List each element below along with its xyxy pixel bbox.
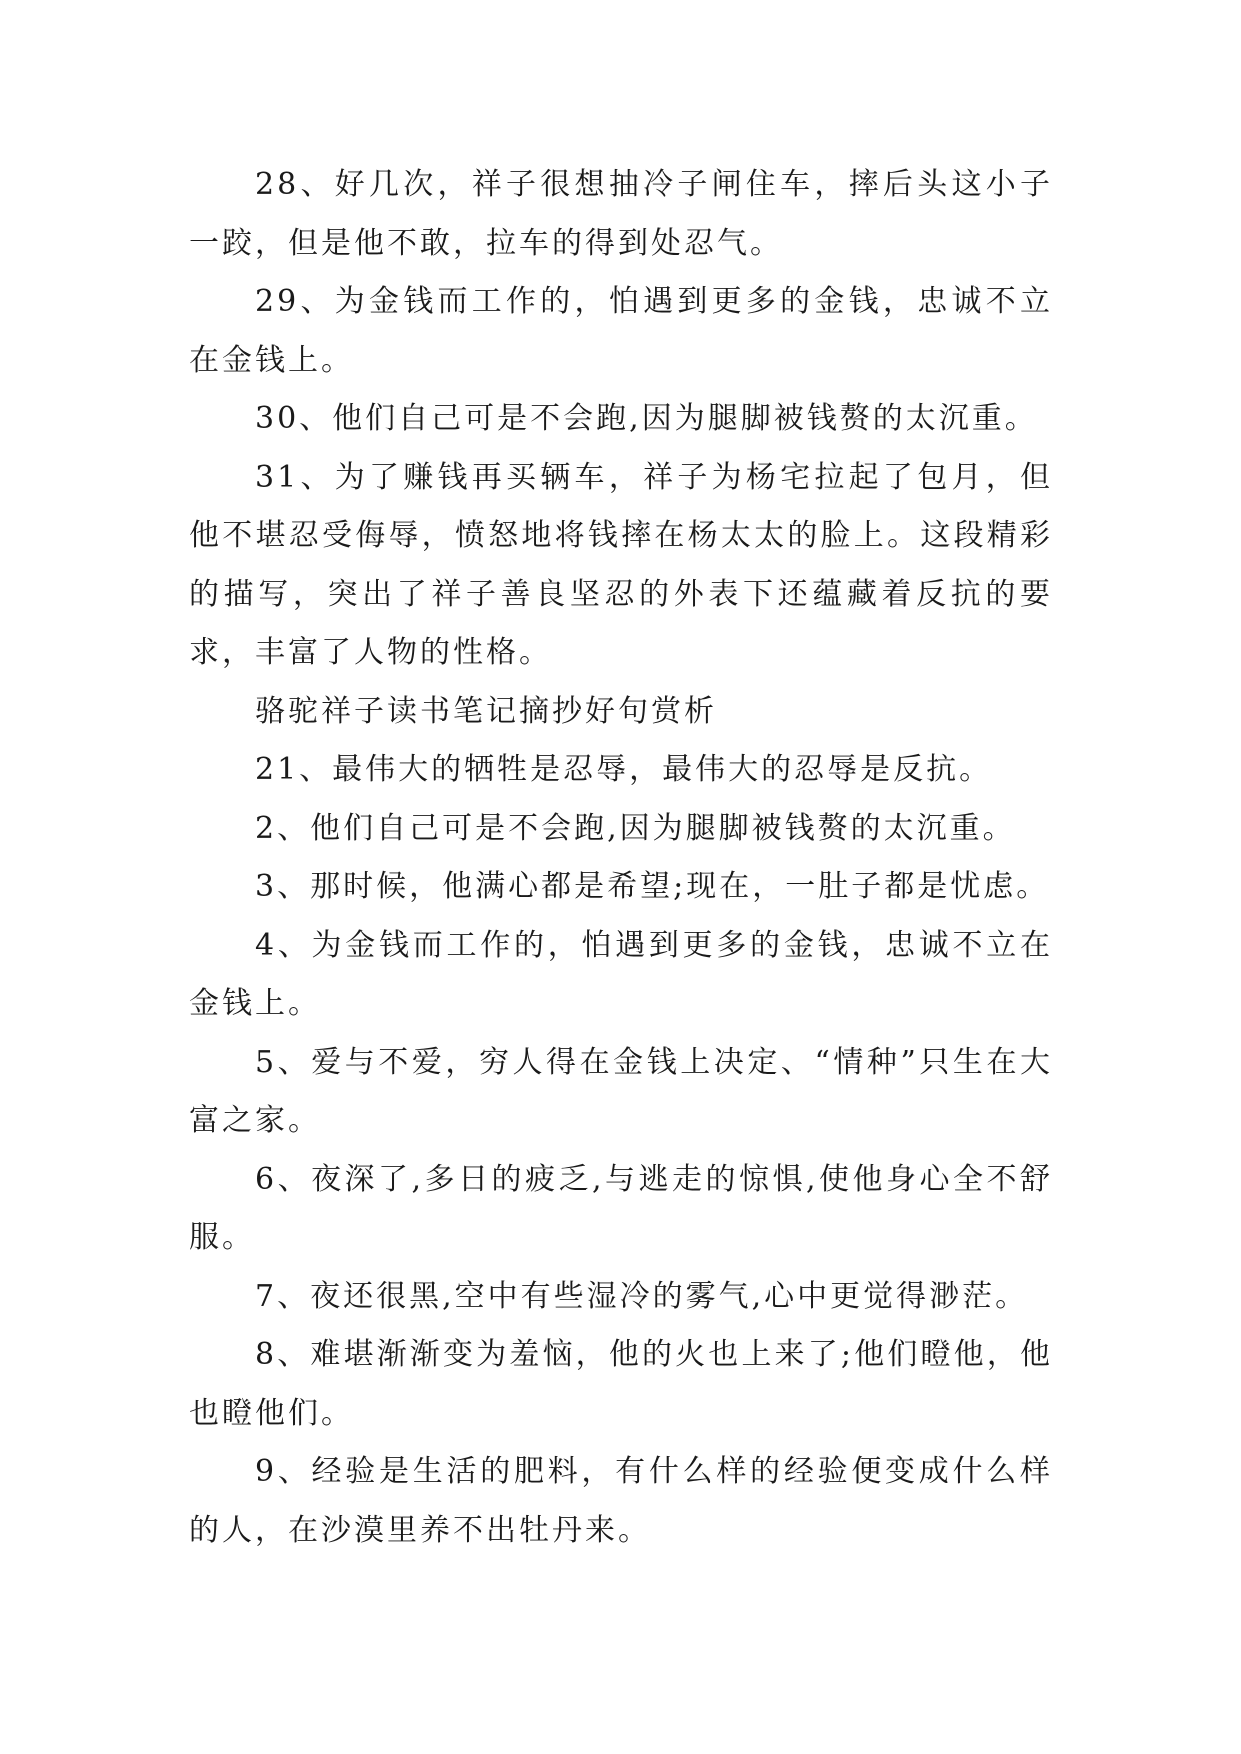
paragraph-5: 5、爱与不爱，穷人得在金钱上决定、“情种”只生在大富之家。 — [189, 1044, 1053, 1138]
paragraph-21: 21、最伟大的牺牲是忍辱，最伟大的忍辱是反抗。 — [255, 752, 993, 787]
paragraph-4: 4、为金钱而工作的，怕遇到更多的金钱，忠诚不立在金钱上。 — [189, 927, 1053, 1021]
paragraph-3: 3、那时候，他满心都是希望;现在，一肚子都是忧虑。 — [255, 869, 1050, 904]
paragraph-28: 28、好几次，祥子很想抽冷子闸住车，摔后头这小子一跤，但是他不敢，拉车的得到处忍气。 — [189, 167, 1053, 261]
paragraph-8: 8、难堪渐渐变为羞恼，他的火也上来了;他们瞪他，他也瞪他们。 — [189, 1337, 1053, 1431]
paragraph-2: 2、他们自己可是不会跑,因为腿脚被钱赘的太沉重。 — [255, 810, 1016, 846]
paragraph-6: 6、夜深了,多日的疲乏,与逃走的惊惧,使他身心全不舒服。 — [189, 1161, 1053, 1255]
paragraph-7: 7、夜还很黑,空中有些湿冷的雾气,心中更觉得渺茫。 — [255, 1278, 1029, 1314]
paragraph-9: 9、经验是生活的肥料，有什么样的经验便变成什么样的人，在沙漠里养不出牡丹来。 — [189, 1454, 1053, 1548]
document-body — [189, 156, 1053, 1560]
paragraph-31: 31、为了赚钱再买辆车，祥子为杨宅拉起了包月，但他不堪忍受侮辱，愤怒地将钱摔在杨太太的脸上。这段精彩的描写，突出了祥子善良坚忍的外表下还蕴藏着反抗的要求，丰富了人物的性格。 — [189, 459, 1053, 670]
paragraph-29: 29、为金钱而工作的，怕遇到更多的金钱，忠诚不立在金钱上。 — [189, 284, 1053, 378]
section-heading: 骆驼祥子读书笔记摘抄好句赏析 — [255, 693, 717, 729]
paragraph-30: 30、他们自己可是不会跑,因为腿脚被钱赘的太沉重。 — [255, 401, 1038, 436]
